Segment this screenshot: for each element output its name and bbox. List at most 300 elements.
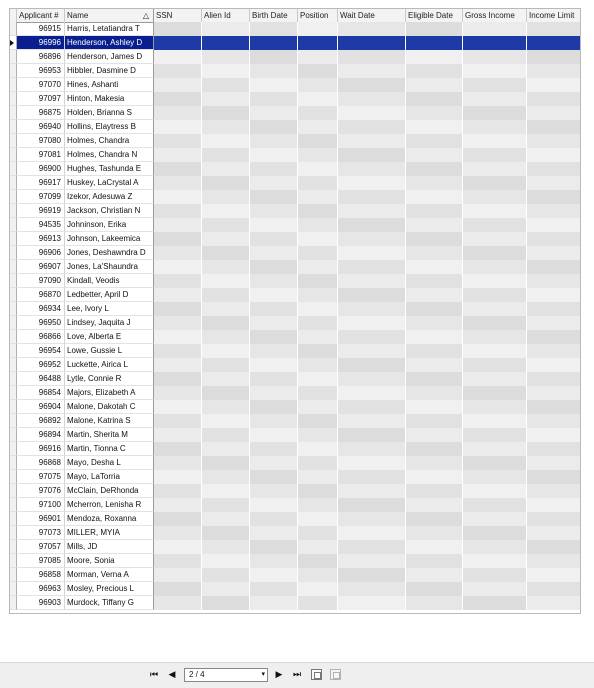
- redacted-cell: [338, 64, 406, 78]
- redacted-cell: [338, 414, 406, 428]
- table-row[interactable]: [10, 232, 580, 246]
- row-selector[interactable]: [10, 274, 17, 288]
- redacted-cell: [298, 204, 338, 218]
- redacted-cell: [154, 218, 202, 232]
- redacted-cell: [298, 162, 338, 176]
- name-cell[interactable]: Harris, Letatiandra T: [65, 22, 154, 36]
- table-row[interactable]: [10, 358, 580, 372]
- redacted-cell: [463, 218, 527, 232]
- row-selector[interactable]: [10, 78, 17, 92]
- redacted-cell: [527, 302, 581, 316]
- row-selector[interactable]: [10, 470, 17, 484]
- redacted-cell: [298, 582, 338, 596]
- redacted-cell: [298, 288, 338, 302]
- applicant-number-cell[interactable]: 97075: [17, 470, 65, 484]
- applicant-number-cell[interactable]: 96919: [17, 204, 65, 218]
- applicant-grid[interactable]: [9, 8, 581, 614]
- applicant-number-cell[interactable]: 97073: [17, 526, 65, 540]
- redacted-cell: [202, 540, 250, 554]
- redacted-cell: [527, 190, 581, 204]
- name-cell[interactable]: Mills, JD: [65, 540, 154, 554]
- applicant-number-cell[interactable]: 96870: [17, 288, 65, 302]
- row-selector[interactable]: [10, 344, 17, 358]
- applicant-number-cell[interactable]: 96866: [17, 330, 65, 344]
- table-row[interactable]: [10, 512, 580, 526]
- redacted-cell: [202, 22, 250, 36]
- row-selector[interactable]: [10, 582, 17, 596]
- applicant-number-cell[interactable]: 96901: [17, 512, 65, 526]
- applicant-number-cell[interactable]: 96916: [17, 442, 65, 456]
- redacted-cell: [202, 400, 250, 414]
- redacted-cell: [202, 106, 250, 120]
- first-page-icon[interactable]: ⏮: [149, 670, 159, 680]
- row-selector[interactable]: [10, 596, 17, 610]
- row-selector[interactable]: [10, 176, 17, 190]
- name-cell[interactable]: Morman, Verna A: [65, 568, 154, 582]
- applicant-number-cell[interactable]: 97076: [17, 484, 65, 498]
- redacted-cell: [298, 36, 338, 50]
- name-cell[interactable]: Martin, Sherita M: [65, 428, 154, 442]
- table-row[interactable]: [10, 526, 580, 540]
- redacted-cell: [527, 330, 581, 344]
- name-cell[interactable]: Holden, Brianna S: [65, 106, 154, 120]
- row-selector[interactable]: [10, 22, 17, 36]
- redacted-cell: [338, 358, 406, 372]
- redacted-cell: [154, 526, 202, 540]
- name-cell[interactable]: Lee, Ivory L: [65, 302, 154, 316]
- name-cell[interactable]: Mcherron, Lenisha R: [65, 498, 154, 512]
- row-selector[interactable]: [10, 512, 17, 526]
- table-row[interactable]: [10, 78, 580, 92]
- applicant-number-cell[interactable]: 97097: [17, 92, 65, 106]
- applicant-number-cell[interactable]: 97100: [17, 498, 65, 512]
- table-row[interactable]: [10, 344, 580, 358]
- applicant-number-cell[interactable]: 96900: [17, 162, 65, 176]
- redacted-cell: [154, 442, 202, 456]
- table-row[interactable]: [10, 484, 580, 498]
- redacted-cell: [406, 246, 463, 260]
- redacted-cell: [527, 204, 581, 218]
- name-cell[interactable]: Mayo, LaTorria: [65, 470, 154, 484]
- table-row[interactable]: [10, 540, 580, 554]
- redacted-cell: [298, 190, 338, 204]
- col-header-birth-date[interactable]: Birth Date: [250, 9, 298, 22]
- row-selector[interactable]: [10, 386, 17, 400]
- name-cell[interactable]: Murdock, Tiffany G: [65, 596, 154, 610]
- name-cell[interactable]: Ledbetter, April D: [65, 288, 154, 302]
- applicant-number-cell[interactable]: 96894: [17, 428, 65, 442]
- redacted-cell: [463, 78, 527, 92]
- name-cell[interactable]: Malone, Katrina S: [65, 414, 154, 428]
- row-selector[interactable]: [10, 540, 17, 554]
- name-cell[interactable]: Johnson, Lakeemica: [65, 232, 154, 246]
- table-row[interactable]: [10, 92, 580, 106]
- name-cell[interactable]: Lowe, Gussie L: [65, 344, 154, 358]
- row-selector[interactable]: [10, 106, 17, 120]
- redacted-cell: [250, 540, 298, 554]
- applicant-number-cell[interactable]: 96896: [17, 50, 65, 64]
- redacted-cell: [463, 428, 527, 442]
- redacted-cell: [463, 148, 527, 162]
- applicant-number-cell[interactable]: 96903: [17, 596, 65, 610]
- col-header-ssn[interactable]: SSN: [154, 9, 202, 22]
- redacted-cell: [463, 162, 527, 176]
- chevron-down-icon: ▾: [261, 671, 265, 678]
- applicant-number-cell[interactable]: 94535: [17, 218, 65, 232]
- redacted-cell: [406, 260, 463, 274]
- table-row[interactable]: [10, 176, 580, 190]
- redacted-cell: [250, 596, 298, 610]
- name-cell[interactable]: Luckette, Airica L: [65, 358, 154, 372]
- redacted-cell: [338, 36, 406, 50]
- row-selector[interactable]: [10, 36, 17, 50]
- table-row[interactable]: [10, 554, 580, 568]
- redacted-cell: [250, 134, 298, 148]
- row-selector[interactable]: [10, 484, 17, 498]
- table-row[interactable]: [10, 428, 580, 442]
- name-cell[interactable]: Hughes, Tashunda E: [65, 162, 154, 176]
- redacted-cell: [338, 330, 406, 344]
- applicant-number-cell[interactable]: 96963: [17, 582, 65, 596]
- page-selector[interactable]: [184, 668, 268, 682]
- redacted-cell: [338, 582, 406, 596]
- table-row[interactable]: [10, 106, 580, 120]
- name-cell[interactable]: Malone, Dakotah C: [65, 400, 154, 414]
- row-selector[interactable]: [10, 414, 17, 428]
- redacted-cell: [406, 582, 463, 596]
- applicant-number-cell[interactable]: 96913: [17, 232, 65, 246]
- row-selector[interactable]: [10, 162, 17, 176]
- applicant-number-cell[interactable]: 97057: [17, 540, 65, 554]
- redacted-cell: [202, 148, 250, 162]
- col-header-wait-date[interactable]: Wait Date: [338, 9, 406, 22]
- col-header-position[interactable]: Position: [298, 9, 338, 22]
- redacted-cell: [154, 582, 202, 596]
- table-row[interactable]: [10, 246, 580, 260]
- redacted-cell: [406, 78, 463, 92]
- table-row[interactable]: [10, 372, 580, 386]
- redacted-cell: [338, 316, 406, 330]
- redacted-cell: [406, 428, 463, 442]
- redacted-cell: [202, 428, 250, 442]
- row-selector[interactable]: [10, 330, 17, 344]
- redacted-cell: [154, 22, 202, 36]
- applicant-number-cell[interactable]: 96934: [17, 302, 65, 316]
- name-cell[interactable]: Hibbler, Dasmine D: [65, 64, 154, 78]
- applicant-number-cell[interactable]: 97090: [17, 274, 65, 288]
- row-selector[interactable]: [10, 526, 17, 540]
- redacted-cell: [298, 372, 338, 386]
- name-cell[interactable]: Lytle, Connie R: [65, 372, 154, 386]
- paste-icon[interactable]: [330, 669, 341, 680]
- redacted-cell: [527, 400, 581, 414]
- redacted-cell: [338, 442, 406, 456]
- redacted-cell: [527, 64, 581, 78]
- sort-ascending-icon: △: [142, 11, 149, 20]
- table-row[interactable]: [10, 260, 580, 274]
- applicant-number-cell[interactable]: 96917: [17, 176, 65, 190]
- redacted-cell: [298, 50, 338, 64]
- redacted-cell: [338, 470, 406, 484]
- row-selector[interactable]: [10, 288, 17, 302]
- row-selector[interactable]: [10, 428, 17, 442]
- redacted-cell: [406, 498, 463, 512]
- row-selector[interactable]: [10, 134, 17, 148]
- table-row[interactable]: [10, 148, 580, 162]
- name-cell[interactable]: Mendoza, Roxanna: [65, 512, 154, 526]
- redacted-cell: [250, 470, 298, 484]
- table-row[interactable]: [10, 120, 580, 134]
- name-cell[interactable]: Henderson, Ashley D: [65, 36, 154, 50]
- name-cell[interactable]: Holmes, Chandra: [65, 134, 154, 148]
- row-selector[interactable]: [10, 246, 17, 260]
- redacted-cell: [406, 344, 463, 358]
- redacted-cell: [406, 274, 463, 288]
- row-selector-header[interactable]: [10, 9, 17, 22]
- name-cell[interactable]: Jones, La'Shaundra: [65, 260, 154, 274]
- redacted-cell: [250, 218, 298, 232]
- table-row[interactable]: [10, 470, 580, 484]
- redacted-cell: [298, 526, 338, 540]
- applicant-number-cell[interactable]: 96488: [17, 372, 65, 386]
- redacted-cell: [406, 176, 463, 190]
- table-row[interactable]: [10, 316, 580, 330]
- applicant-number-cell[interactable]: 97070: [17, 78, 65, 92]
- name-cell[interactable]: Johninson, Erika: [65, 218, 154, 232]
- redacted-cell: [406, 596, 463, 610]
- col-header-eligible-date[interactable]: Eligible Date: [406, 9, 463, 22]
- row-selector[interactable]: [10, 498, 17, 512]
- applicant-number-cell[interactable]: 96996: [17, 36, 65, 50]
- row-selector[interactable]: [10, 64, 17, 78]
- applicant-number-cell[interactable]: 96868: [17, 456, 65, 470]
- redacted-cell: [250, 260, 298, 274]
- applicant-number-cell[interactable]: 96952: [17, 358, 65, 372]
- redacted-cell: [298, 386, 338, 400]
- applicant-number-cell[interactable]: 96906: [17, 246, 65, 260]
- applicant-number-cell[interactable]: 96892: [17, 414, 65, 428]
- row-selector[interactable]: [10, 400, 17, 414]
- last-page-icon[interactable]: ⏭: [292, 670, 302, 680]
- table-row[interactable]: [10, 414, 580, 428]
- name-cell[interactable]: Izekor, Adesuwa Z: [65, 190, 154, 204]
- redacted-cell: [406, 484, 463, 498]
- name-cell[interactable]: Majors, Elizabeth A: [65, 386, 154, 400]
- redacted-cell: [406, 162, 463, 176]
- table-row[interactable]: [10, 22, 580, 36]
- table-row[interactable]: [10, 456, 580, 470]
- previous-page-icon[interactable]: ◀: [168, 670, 176, 680]
- redacted-cell: [338, 78, 406, 92]
- table-row[interactable]: [10, 568, 580, 582]
- redacted-cell: [202, 78, 250, 92]
- table-row[interactable]: [10, 330, 580, 344]
- redacted-cell: [527, 106, 581, 120]
- redacted-cell: [154, 372, 202, 386]
- table-row[interactable]: [10, 204, 580, 218]
- name-cell[interactable]: Moore, Sonia: [65, 554, 154, 568]
- redacted-cell: [406, 218, 463, 232]
- redacted-cell: [338, 554, 406, 568]
- row-selector[interactable]: [10, 358, 17, 372]
- redacted-cell: [202, 288, 250, 302]
- row-selector[interactable]: [10, 204, 17, 218]
- row-selector[interactable]: [10, 92, 17, 106]
- table-row[interactable]: [10, 582, 580, 596]
- redacted-cell: [154, 50, 202, 64]
- applicant-number-cell[interactable]: 96904: [17, 400, 65, 414]
- redacted-cell: [298, 232, 338, 246]
- table-row[interactable]: [10, 498, 580, 512]
- applicant-number-cell[interactable]: 96940: [17, 120, 65, 134]
- row-selector[interactable]: [10, 260, 17, 274]
- redacted-cell: [298, 470, 338, 484]
- row-selector[interactable]: [10, 120, 17, 134]
- redacted-cell: [250, 176, 298, 190]
- table-row[interactable]: [10, 64, 580, 78]
- row-selector[interactable]: [10, 456, 17, 470]
- applicant-number-cell[interactable]: 96950: [17, 316, 65, 330]
- row-selector[interactable]: [10, 568, 17, 582]
- redacted-cell: [338, 274, 406, 288]
- redacted-cell: [202, 344, 250, 358]
- name-cell[interactable]: Jones, Deshawndra D: [65, 246, 154, 260]
- redacted-cell: [406, 372, 463, 386]
- redacted-cell: [338, 484, 406, 498]
- table-row[interactable]: [10, 36, 580, 50]
- name-cell[interactable]: Kindall, Veodis: [65, 274, 154, 288]
- redacted-cell: [406, 456, 463, 470]
- redacted-cell: [154, 498, 202, 512]
- redacted-cell: [298, 442, 338, 456]
- redacted-cell: [406, 190, 463, 204]
- table-row[interactable]: [10, 596, 580, 610]
- col-header-income-limit[interactable]: Income Limit: [527, 9, 581, 22]
- applicant-number-cell[interactable]: 96875: [17, 106, 65, 120]
- redacted-cell: [202, 218, 250, 232]
- table-row[interactable]: [10, 302, 580, 316]
- redacted-cell: [298, 176, 338, 190]
- name-cell[interactable]: Lindsey, Jaquita J: [65, 316, 154, 330]
- redacted-cell: [298, 330, 338, 344]
- applicant-number-cell[interactable]: 96953: [17, 64, 65, 78]
- redacted-cell: [250, 442, 298, 456]
- grid-header: [10, 9, 580, 23]
- row-selector[interactable]: [10, 442, 17, 456]
- name-cell[interactable]: Mayo, Desha L: [65, 456, 154, 470]
- row-selector[interactable]: [10, 148, 17, 162]
- name-cell[interactable]: Holmes, Chandra N: [65, 148, 154, 162]
- col-header-name[interactable]: [65, 9, 154, 22]
- redacted-cell: [202, 442, 250, 456]
- redacted-cell: [154, 260, 202, 274]
- redacted-cell: [154, 484, 202, 498]
- current-row-arrow-icon: [10, 40, 14, 46]
- applicant-number-cell[interactable]: 96858: [17, 568, 65, 582]
- name-cell[interactable]: Mosley, Precious L: [65, 582, 154, 596]
- redacted-cell: [250, 148, 298, 162]
- redacted-cell: [202, 386, 250, 400]
- redacted-cell: [250, 484, 298, 498]
- row-selector[interactable]: [10, 232, 17, 246]
- next-page-icon[interactable]: ▶: [275, 670, 283, 680]
- redacted-cell: [298, 358, 338, 372]
- applicant-number-cell[interactable]: 96854: [17, 386, 65, 400]
- applicant-number-cell[interactable]: 97080: [17, 134, 65, 148]
- col-header-applicant-no[interactable]: Applicant #: [17, 9, 65, 22]
- redacted-cell: [154, 428, 202, 442]
- row-selector[interactable]: [10, 302, 17, 316]
- name-cell[interactable]: Jackson, Christian N: [65, 204, 154, 218]
- redacted-cell: [463, 582, 527, 596]
- redacted-cell: [250, 582, 298, 596]
- redacted-cell: [202, 274, 250, 288]
- table-row[interactable]: [10, 274, 580, 288]
- applicant-number-cell[interactable]: 97099: [17, 190, 65, 204]
- name-cell[interactable]: McClain, DeRhonda: [65, 484, 154, 498]
- name-cell[interactable]: Martin, Tionna C: [65, 442, 154, 456]
- redacted-cell: [463, 400, 527, 414]
- col-header-alien-id[interactable]: Alien Id: [202, 9, 250, 22]
- copy-icon[interactable]: [311, 669, 322, 680]
- applicant-number-cell[interactable]: 96915: [17, 22, 65, 36]
- row-selector[interactable]: [10, 316, 17, 330]
- name-cell[interactable]: MILLER, MYIA: [65, 526, 154, 540]
- name-cell[interactable]: Hinton, Makesia: [65, 92, 154, 106]
- applicant-number-cell[interactable]: 97081: [17, 148, 65, 162]
- redacted-cell: [463, 498, 527, 512]
- redacted-cell: [154, 36, 202, 50]
- redacted-cell: [250, 22, 298, 36]
- redacted-cell: [250, 344, 298, 358]
- table-row[interactable]: [10, 218, 580, 232]
- redacted-cell: [406, 22, 463, 36]
- redacted-cell: [154, 316, 202, 330]
- redacted-cell: [298, 148, 338, 162]
- redacted-cell: [250, 204, 298, 218]
- name-cell[interactable]: Hollins, Elaytress B: [65, 120, 154, 134]
- row-selector[interactable]: [10, 190, 17, 204]
- redacted-cell: [298, 134, 338, 148]
- redacted-cell: [338, 540, 406, 554]
- table-row[interactable]: [10, 386, 580, 400]
- table-row[interactable]: [10, 50, 580, 64]
- applicant-number-cell[interactable]: 97085: [17, 554, 65, 568]
- table-row[interactable]: [10, 162, 580, 176]
- redacted-cell: [250, 92, 298, 106]
- name-cell[interactable]: Hines, Ashanti: [65, 78, 154, 92]
- table-row[interactable]: [10, 400, 580, 414]
- redacted-cell: [154, 386, 202, 400]
- applicant-number-cell[interactable]: 96954: [17, 344, 65, 358]
- row-selector[interactable]: [10, 372, 17, 386]
- applicant-number-cell[interactable]: 96907: [17, 260, 65, 274]
- redacted-cell: [202, 498, 250, 512]
- name-cell[interactable]: Henderson, James D: [65, 50, 154, 64]
- table-row[interactable]: [10, 190, 580, 204]
- name-cell[interactable]: Love, Alberta E: [65, 330, 154, 344]
- row-selector[interactable]: [10, 554, 17, 568]
- table-row[interactable]: [10, 288, 580, 302]
- row-selector[interactable]: [10, 50, 17, 64]
- redacted-cell: [154, 344, 202, 358]
- col-header-gross-income[interactable]: Gross Income: [463, 9, 527, 22]
- name-cell[interactable]: Huskey, LaCrystal A: [65, 176, 154, 190]
- table-row[interactable]: [10, 134, 580, 148]
- table-row[interactable]: [10, 442, 580, 456]
- row-selector[interactable]: [10, 218, 17, 232]
- redacted-cell: [527, 162, 581, 176]
